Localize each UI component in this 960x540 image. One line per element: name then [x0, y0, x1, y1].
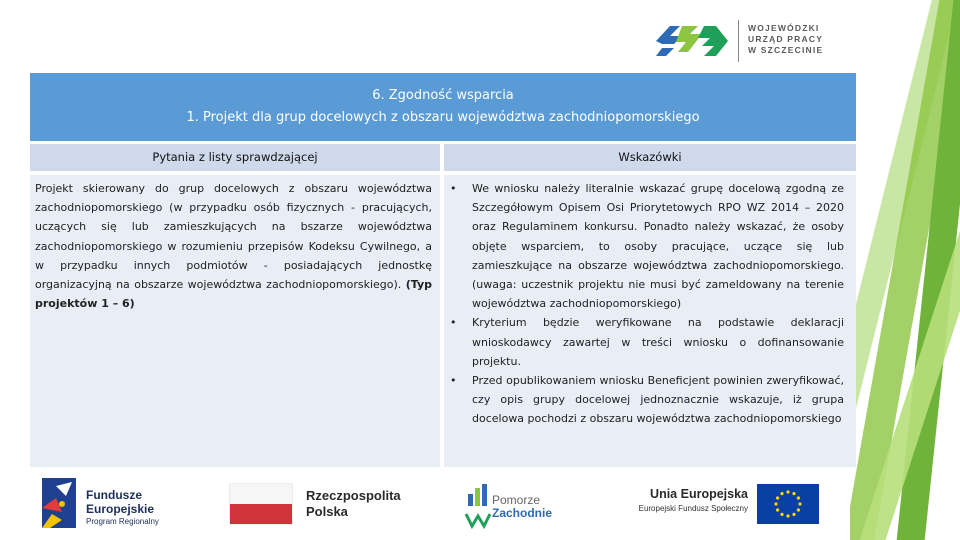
hints-cell [444, 175, 856, 467]
ue-line-2: Europejski Fundusz Społeczny [638, 504, 748, 513]
wup-name-line-1: WOJEWÓDZKI [748, 23, 820, 33]
hint-item: • Kryterium będzie weryfikowane na podstawie deklaracji wnioskodawcy zawartej w treści wniosku o dofinansowanie projektu. [450, 313, 844, 371]
pomorze-zachodnie-logo [464, 480, 574, 532]
wup-logo [652, 16, 832, 68]
column-header-questions: Pytania z listy sprawdzającej [30, 144, 440, 171]
section-title [30, 73, 856, 141]
pomorze-zachodnie-icon [464, 480, 494, 530]
ue-line-1: Unia Europejska [650, 487, 748, 501]
fundusze-europejskie-icon [42, 478, 76, 528]
decorative-stripes [850, 0, 960, 540]
question-cell [30, 175, 440, 467]
eu-flag-icon [757, 484, 819, 524]
question-text: Projekt skierowany do grup docelowych z obszaru województwa zachodniopomorskiego (w przypadku osób fizycznych - pracujących, uczących się lub zamieszkujących na bszarze województwa zachodniopomorskiego w rozumieniu przepisów Kodeksu Cywilnego, a w przypadku innych podmiotów - posiadających jednostkę organizacyjną na obszarze województwa zachodniopomorskiego). [35, 182, 432, 292]
fe-line-2: Europejskie [86, 502, 155, 516]
section-title-line-1: 6. Zgodność wsparcia [372, 88, 514, 103]
pz-line-1: Pomorze [492, 493, 541, 507]
wup-logo-icon [652, 18, 732, 64]
hint-item: • Przed opublikowaniem wniosku Beneficjent powinien zweryfikować, czy opis grupy docelowej jednoznacznie wskazuje, iż grupa docelowa pochodzi z obszaru województwa zachodniopomorskiego [450, 371, 844, 429]
wup-name [748, 23, 823, 56]
fe-line-1: Fundusze [86, 488, 142, 502]
footer-logos [0, 470, 960, 540]
column-header-hints: Wskazówki [444, 144, 856, 171]
fundusze-europejskie-logo [42, 478, 192, 534]
pz-line-2: Zachodnie [492, 506, 553, 520]
rzeczpospolita-polska-logo [230, 482, 420, 528]
unia-europejska-logo [612, 484, 822, 528]
question-note: (Typ projektów 1 – 6) [35, 278, 432, 311]
polish-flag-icon [230, 484, 292, 524]
hint-item: • We wniosku należy literalnie wskazać grupę docelową zgodną ze Szczegółowym Opisem Osi Priorytetowych RPO WZ 2014 – 2020 oraz Regulaminem konkursu. Ponadto należy wskazać, że osoby objęte wsparciem, to osoby pracujące, uczące się lub zamieszkujące na obszarze województwa zachodniopomorskiego. (uwaga: uczestnik projektu nie musi być zameldowany na terenie województwa zachodniopomorskiego) [450, 179, 844, 313]
section-title-line-2: 1. Projekt dla grup docelowych z obszaru województwa zachodniopomorskiego [186, 110, 700, 125]
wup-name-line-3: W SZCZECINIE [748, 45, 824, 55]
fe-line-3: Program Regionalny [86, 517, 159, 526]
wup-name-line-2: URZĄD PRACY [748, 34, 824, 44]
rp-line-1: Rzeczpospolita [306, 488, 401, 503]
hints-list [450, 179, 844, 429]
rp-line-2: Polska [306, 504, 348, 519]
